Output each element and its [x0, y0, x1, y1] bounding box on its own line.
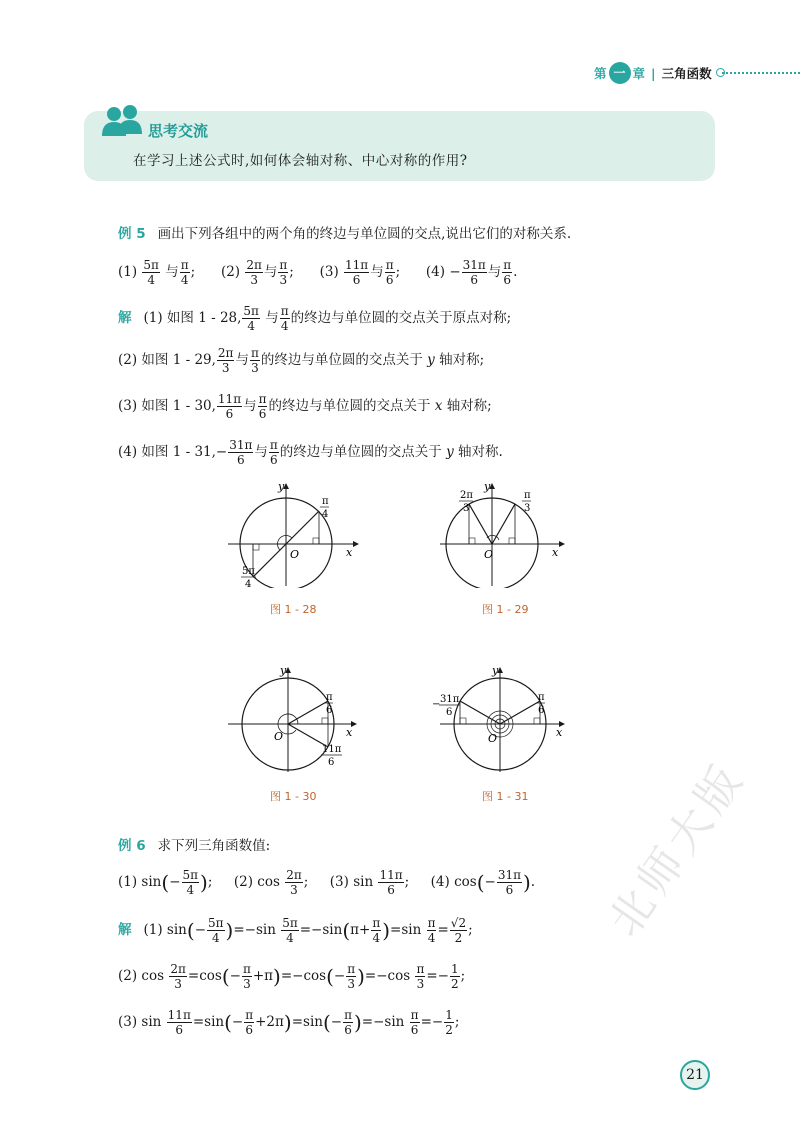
axis-variable: y	[446, 444, 454, 460]
solution-4-text: 的终边与单位圆的交点关于	[279, 444, 442, 460]
item-1: (1)	[118, 264, 138, 280]
item-4: (4)	[430, 874, 450, 890]
word-yu: 与	[165, 264, 179, 280]
angle-num: π	[524, 490, 531, 501]
angle-num: π	[326, 692, 333, 703]
y-axis-label: y	[492, 664, 499, 677]
cos-fn: cos	[454, 874, 477, 890]
solution-3-tail: 轴对称;	[446, 398, 492, 414]
fraction: $\frac{2\pi}{3}$	[286, 868, 302, 897]
angle-num: 11π	[322, 744, 342, 755]
item-2: (2)	[220, 264, 241, 280]
sin-fn: sin	[255, 922, 276, 938]
chapter-title: 三角函数	[661, 66, 712, 81]
item-3: (3)	[319, 264, 339, 280]
example-6-solution-1: 解 (1) sin(− $\frac{5\pi}{4}$ )=−sin $\frac{5\pi}{4}$ =−sin(π+ $\frac{\pi}{4}$ )=sin $\frac{\pi}{4}$ = $\frac{√2}{2}$ ;	[118, 916, 473, 945]
chapter-suffix: 章	[632, 66, 646, 81]
y-axis-label: y	[278, 480, 285, 493]
figure-1-29	[432, 478, 572, 588]
figure-1-30-caption: 图 1 - 30	[270, 790, 317, 803]
sin-fn: sin	[141, 874, 162, 890]
minus-sign: −	[432, 699, 441, 710]
chapter-number-badge: 一	[609, 62, 631, 84]
fraction: $\frac{\pi}{6}$	[503, 258, 512, 287]
item-4: (4)	[425, 264, 446, 280]
semicolon: ;	[303, 874, 309, 890]
semicolon: ;	[289, 264, 294, 280]
example-5-text: 画出下列各组中的两个角的终边与单位圆的交点,说出它们的对称关系.	[157, 226, 572, 242]
cos-fn: cos	[387, 968, 411, 984]
paren: )	[200, 870, 208, 895]
angle-den: 6	[538, 705, 545, 716]
figure-1-28	[228, 478, 368, 588]
solution-4-tail: 轴对称.	[458, 444, 503, 460]
fraction: $\frac{2\pi}{3}$	[217, 346, 234, 375]
sin-fn: sin	[401, 922, 422, 938]
solution-label: 解	[118, 310, 132, 326]
chapter-prefix: 第	[594, 66, 607, 81]
think-title: 思考交流	[148, 122, 209, 140]
example-6-stem	[118, 834, 270, 858]
minus-sign: −	[449, 264, 461, 280]
sin-fn: sin	[204, 1014, 225, 1030]
sin-fn: sin	[303, 1014, 323, 1030]
figure-1-30	[228, 664, 368, 774]
cos-fn: cos	[303, 968, 327, 984]
angle-den: 6	[326, 705, 333, 716]
figure-1-29-caption: 图 1 - 29	[482, 603, 529, 616]
example-6-solution-2: (2) cos $\frac{2\pi}{3}$ =cos(− $\frac{\pi}{3}$ +π)=−cos(− $\frac{\pi}{3}$ )=−cos $\frac{\pi}{3}$ =− $\frac{1}{2}$ ;	[118, 962, 466, 991]
example-5-label: 例 5	[118, 226, 146, 242]
semicolon: ;	[190, 264, 196, 280]
axis-variable: x	[434, 398, 443, 414]
angle-den: 3	[524, 503, 531, 514]
angle-num: π	[322, 496, 329, 507]
example-6-label: 例 6	[118, 838, 146, 854]
semicolon: ;	[468, 922, 473, 938]
semicolon: ;	[207, 874, 213, 890]
header-dotted-line	[722, 72, 800, 74]
fraction: $\frac{\pi}{3}$	[250, 346, 259, 375]
origin-label: O	[290, 548, 300, 561]
solution-4-prefix: (4) 如图 1 - 31,	[118, 444, 216, 460]
solution-3	[118, 392, 492, 421]
solution-1	[118, 304, 511, 333]
angle-num: π	[538, 692, 545, 703]
origin-label: O	[274, 730, 284, 743]
axis-variable: y	[427, 352, 435, 368]
page-number: 21	[680, 1060, 710, 1090]
angle-den: 4	[245, 579, 252, 588]
fraction: $\frac{\pi}{4}$	[280, 304, 289, 333]
people-icon	[100, 104, 146, 140]
paren: (	[161, 870, 170, 895]
cos-fn: cos	[141, 968, 165, 984]
fraction: $\frac{31\pi}{6}$	[462, 258, 486, 287]
example-6-items	[118, 868, 535, 897]
solution-3-text: 的终边与单位圆的交点关于	[268, 398, 431, 414]
fraction: $\frac{31\pi}{6}$	[229, 438, 253, 467]
semicolon: ;	[404, 874, 410, 890]
paren: )	[522, 870, 531, 895]
item-2: (2)	[233, 874, 253, 890]
sin-fn: sin	[141, 1014, 162, 1030]
solution-1-prefix: (1) 如图 1 - 28,	[143, 310, 242, 326]
word-yu: 与	[243, 398, 257, 414]
fraction: $\frac{11\pi}{6}$	[379, 868, 403, 897]
semicolon: ;	[454, 1014, 460, 1030]
angle-den: 6	[328, 757, 335, 768]
fraction: $\frac{31\pi}{6}$	[497, 868, 521, 897]
fraction: $\frac{\pi}{6}$	[385, 258, 394, 287]
x-axis-label: x	[346, 726, 353, 739]
solution-2-text: 的终边与单位圆的交点关于	[260, 352, 423, 368]
solution-label: 解	[118, 922, 132, 938]
angle-den: 3	[463, 503, 470, 514]
example-5-stem	[118, 222, 571, 246]
fraction: $\frac{11\pi}{6}$	[345, 258, 369, 287]
solution-3-prefix: (3) 如图 1 - 30,	[118, 398, 216, 414]
angle-num: 31π	[440, 694, 460, 705]
origin-label: O	[488, 732, 498, 745]
fraction: $\frac{\pi}{3}$	[279, 258, 288, 287]
word-yu: 与	[265, 310, 279, 326]
chapter-header	[594, 62, 712, 84]
example-6-solution-3: (3) sin $\frac{11\pi}{6}$ =sin(− $\frac{\pi}{6}$ +2π)=sin(− $\frac{\pi}{6}$ )=−sin $\frac{\pi}{6}$ =− $\frac{1}{2}$ ;	[118, 1008, 460, 1037]
period: .	[530, 874, 536, 890]
fraction: $\frac{11\pi}{6}$	[217, 392, 242, 421]
figure-1-31-caption: 图 1 - 31	[482, 790, 529, 803]
x-axis-label: x	[556, 726, 563, 739]
semicolon: ;	[395, 264, 401, 280]
paren: (	[476, 870, 485, 895]
fraction: $\frac{\pi}{6}$	[269, 438, 278, 467]
fraction: $\frac{\pi}{6}$	[258, 392, 267, 421]
angle-num: 2π	[460, 490, 473, 501]
word-yu: 与	[370, 264, 384, 280]
solution-2	[118, 346, 484, 375]
semicolon: ;	[460, 968, 466, 984]
angle-num: 5π	[242, 566, 255, 577]
figure-1-28-caption: 图 1 - 28	[270, 603, 317, 616]
angle-den: 6	[446, 707, 453, 718]
origin-label: O	[484, 548, 494, 561]
fraction: $\frac{5\pi}{4}$	[182, 868, 199, 897]
item-1: (1)	[118, 874, 138, 890]
example-6-text: 求下列三角函数值:	[157, 838, 271, 854]
fraction: $\frac{2\pi}{3}$	[246, 258, 262, 287]
solution-1-text: 的终边与单位圆的交点关于原点对称;	[290, 310, 512, 326]
fraction: $\frac{\pi}{4}$	[180, 258, 189, 287]
minus-sign: −	[169, 874, 181, 890]
sin-fn: sin	[353, 874, 374, 890]
item-3: (3)	[329, 874, 349, 890]
item-3: (3)	[118, 1014, 138, 1030]
word-yu: 与	[254, 444, 268, 460]
word-yu: 与	[263, 264, 278, 280]
minus-sign: −	[215, 444, 228, 460]
word-yu: 与	[235, 352, 249, 368]
minus-sign: −	[484, 874, 496, 890]
cos-fn: cos	[199, 968, 222, 984]
y-axis-label: y	[280, 664, 287, 677]
item-1: (1)	[143, 922, 163, 938]
example-5-items	[118, 258, 517, 287]
x-axis-label: x	[346, 546, 353, 559]
x-axis-label: x	[552, 546, 559, 559]
word-yu: 与	[487, 264, 502, 280]
fraction: $\frac{5\pi}{4}$	[143, 258, 159, 287]
sin-fn: sin	[166, 922, 187, 938]
y-axis-label: y	[484, 480, 491, 493]
solution-2-prefix: (2) 如图 1 - 29,	[118, 352, 216, 368]
item-2: (2)	[118, 968, 138, 984]
fraction: $\frac{5\pi}{4}$	[243, 304, 259, 333]
period: .	[513, 264, 518, 280]
think-question: 在学习上述公式时,如何体会轴对称、中心对称的作用?	[133, 153, 468, 169]
solution-2-tail: 轴对称;	[439, 352, 485, 368]
header-separator: |	[651, 65, 656, 81]
figure-1-31	[432, 664, 572, 774]
angle-den: 4	[322, 509, 329, 520]
cos-fn: cos	[257, 874, 280, 890]
watermark: 北师大版	[599, 752, 756, 946]
sin-fn: sin	[322, 922, 343, 938]
solution-4	[118, 438, 503, 467]
sin-fn: sin	[384, 1014, 405, 1030]
